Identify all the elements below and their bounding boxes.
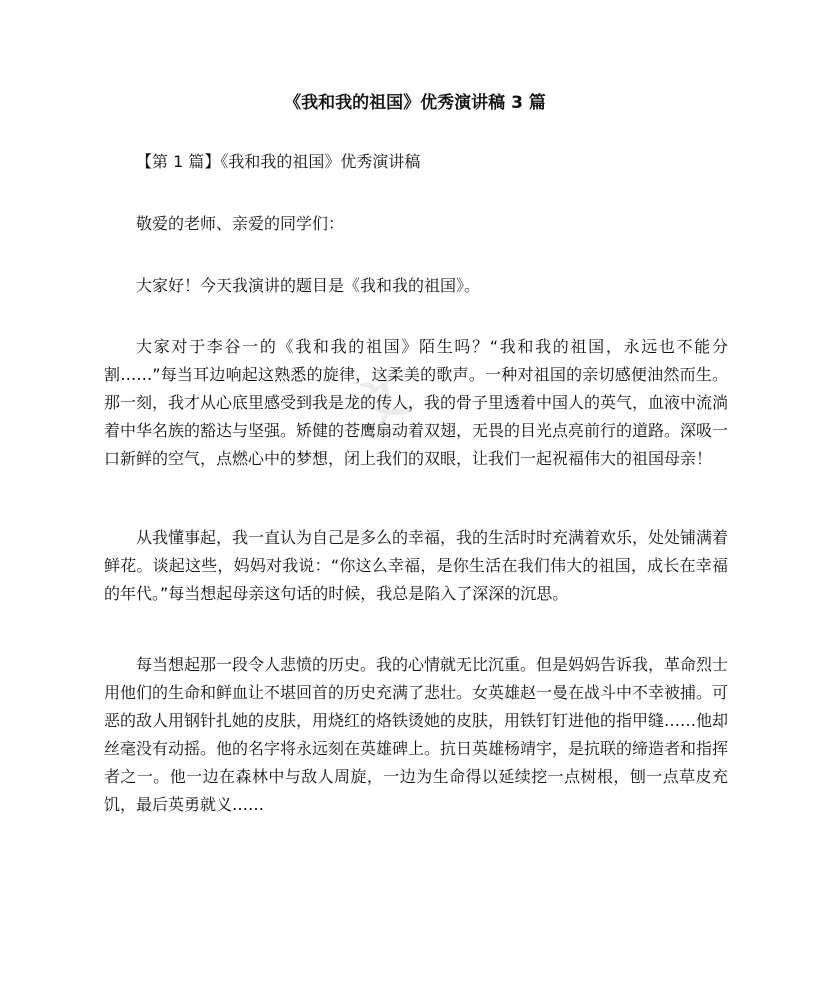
watermark-icon: 文 [339, 359, 426, 448]
salutation: 敬爱的老师、亲爱的同学们： [136, 214, 345, 233]
body-paragraph: 每当想起那一段令人悲愤的历史。我的心情就无比沉重。但是妈妈告诉我，革命烈士用他们的生命和鲜血让不堪回首的历史充满了悲壮。女英雄赵一曼在战斗中不幸被捕。可恶的敌人用钢针扎她的皮肤，用烧红的烙铁烫她的皮肤，用铁钉钉进他的指甲缝……他却丝毫没有动摇。他的名字将永远刻在英雄碑上。抗日英雄杨靖宇，是抗联的缔造者和指挥者之一。他一边在森林中与敌人周旋，一边为生命得以延续挖一点树根，刨一点草皮充饥，最后英勇就义…… [104, 655, 729, 814]
greeting: 大家好！今天我演讲的题目是《我和我的祖国》。 [136, 276, 481, 295]
document-title: 《我和我的祖国》优秀演讲稿 3 篇 [284, 93, 546, 113]
body-paragraph: 大家对于李谷一的《我和我的祖国》陌生吗？“我和我的祖国，永远也不能分割……”每当耳边响起这熟悉的旋律，这柔美的歌声。一种对祖国的亲切感便油然而生。那一刻，我才从心底里感受到我是龙的传人，我的骨子里透着中国人的英气，血液中流淌着中华名族的豁达与坚强。矫健的苍鹰扇动着双翅，无畏的目光点亮前行的道路。深吸一口新鲜的空气，点燃心中的梦想，闭上我们的双眼，让我们一起祝福伟大的祖国母亲！ [104, 337, 729, 468]
section-heading: 【第 1 篇】《我和我的祖国》优秀演讲稿 [136, 152, 421, 171]
body-paragraph: 从我懂事起，我一直认为自己是多么的幸福，我的生活时时充满着欢乐，处处铺满着鲜花。谈起这些，妈妈对我说：“你这么幸福，是你生活在我们伟大的祖国，成长在幸福的年代。”每当想起母亲这句话的时候，我总是陷入了深深的沉思。 [104, 528, 729, 603]
